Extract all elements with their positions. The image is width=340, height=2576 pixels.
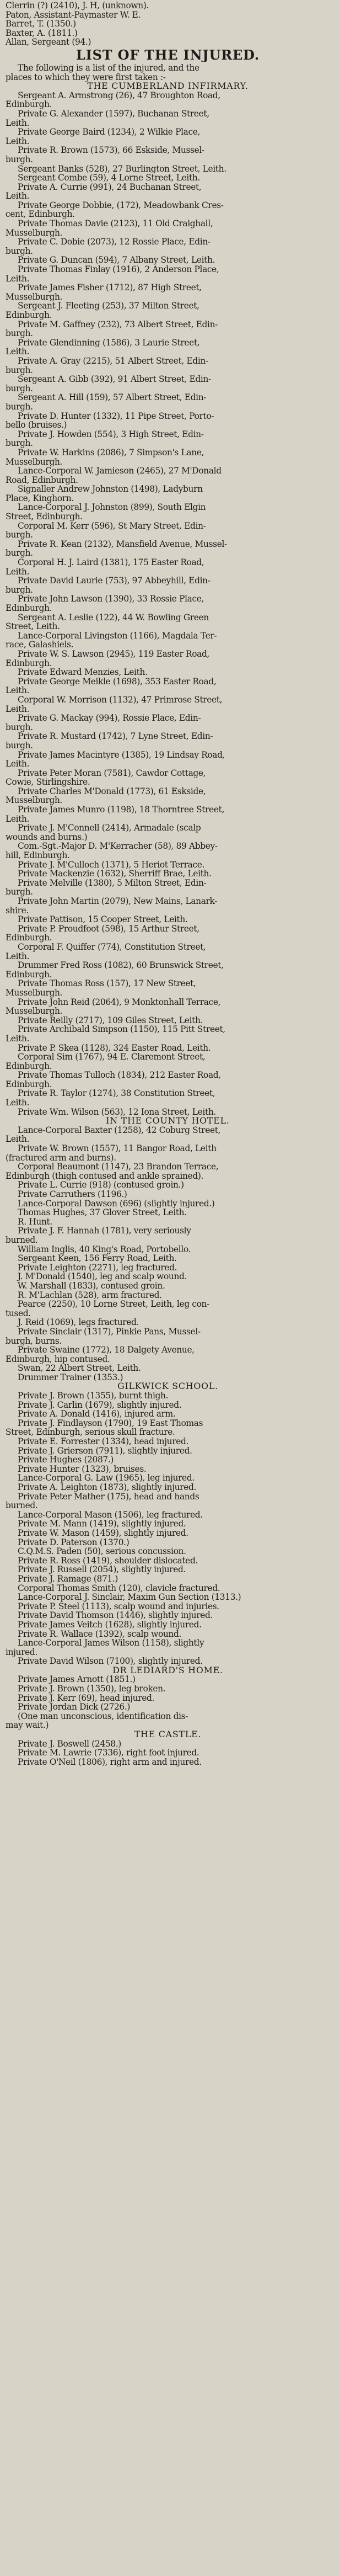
text-line: Private J. F. Hannah (1781), very seriously	[18, 1226, 191, 1236]
text-line: tused.	[6, 1308, 31, 1318]
text-line: injured.	[6, 1647, 37, 1657]
text-line: Private A. Currie (991), 24 Buchanan Street,	[18, 182, 202, 192]
text-line: Private Hughes (2087.)	[18, 1455, 114, 1465]
text-line: Barret, T. (1350.)	[6, 19, 76, 29]
text-line: Sergeant Keen, 156 Ferry Road, Leith.	[18, 1254, 177, 1263]
text-line: bello (bruises.)	[6, 421, 67, 430]
text-line: Signaller Andrew Johnston (1498), Ladyburn	[18, 485, 203, 494]
text-line: Private R. Wallace (1392), scalp wound.	[18, 1629, 182, 1639]
text-line: burgh.	[6, 722, 33, 732]
text-line: Private Glendinning (1586), 3 Laurie Street,	[18, 338, 200, 348]
text-line: Private James Munro (1198), 18 Thorntree Street,	[18, 805, 225, 815]
text-line: race, Galashiels.	[6, 640, 74, 650]
text-line: burgh.	[6, 365, 33, 375]
text-line: Private J. Findlayson (1790), 19 East Thomas	[18, 1418, 203, 1428]
text-line: Private J. Boswell (2458.)	[18, 1739, 121, 1749]
text-line: J. Reid (1069), legs fractured.	[18, 1318, 139, 1327]
text-line: Private D. Paterson (1370.)	[18, 1537, 129, 1547]
text-line: Private C. Dobie (2073), 12 Rossie Place, Edin-	[18, 237, 211, 247]
text-line: Private Wm. Wilson (563), 12 Iona Street, Leith.	[18, 1107, 216, 1117]
text-line: Sergeant J. Fleeting (253), 37 Milton Street,	[18, 301, 199, 311]
text-line: Private Peter Moran (7581), Cawdor Cottage,	[18, 768, 206, 778]
text-line: The following is a list of the injured, and the	[18, 63, 199, 73]
text-line: Corporal Sim (1767), 94 E. Claremont Street,	[18, 1052, 206, 1062]
text-line: Baxter, A. (1811.)	[6, 28, 78, 38]
text-line: Edinburgh.	[6, 100, 52, 109]
text-line: Leith.	[6, 347, 30, 356]
text-line: Private David Laurie (753), 97 Abbeyhill, Edin-	[18, 576, 211, 586]
text-line: Pearce (2250), 10 Lorne Street, Leith, leg con-	[18, 1300, 209, 1309]
text-line: Private J. Ramage (871.)	[18, 1574, 118, 1584]
text-line: Private D. Hunter (1332), 11 Pipe Street, Porto-	[18, 411, 214, 421]
text-line: Private Hunter (1323), bruises.	[18, 1464, 147, 1474]
text-line: Private J. Howden (554), 3 High Street, Edin-	[18, 429, 204, 439]
text-line: Private George Meikle (1698), 353 Easter Road,	[18, 677, 217, 686]
text-line: Corporal Beaumont (1147), 23 Brandon Terrace,	[18, 1162, 219, 1172]
text-line: Com.-Sgt.-Major D. M'Kerracher (58), 89 Abbey-	[18, 842, 218, 851]
section-heading: THE CUMBERLAND INFIRMARY.	[87, 82, 249, 91]
text-line: Musselburgh.	[6, 988, 63, 998]
text-line: Private Carruthers (1196.)	[18, 1190, 127, 1199]
text-line: Private A. Leighton (1873), slightly injured.	[18, 1483, 197, 1492]
text-line: Private J. Kerr (69), head injured.	[18, 1693, 155, 1703]
text-line: burned.	[6, 1235, 38, 1245]
text-line: Sergeant A. Gibb (392), 91 Albert Street, Edin-	[18, 375, 211, 384]
text-line: Private J. Brown (1355), burnt thigh.	[18, 1391, 169, 1401]
text-line: Edinburgh.	[6, 658, 52, 668]
text-line: Lance-Corporal J. Johnston (899), South Elgin	[18, 503, 206, 513]
text-line: Street, Leith.	[6, 622, 60, 631]
text-line: Private R. Taylor (1274), 38 Constitution Street,	[18, 1089, 215, 1099]
text-line: Lance-Corporal W. Jamieson (2465), 27 M'Donald	[18, 466, 222, 476]
text-line: Private J. Brown (1350), leg broken.	[18, 1684, 166, 1694]
text-line: Private James Macintyre (1385), 19 Lindsay Road,	[18, 750, 225, 760]
text-line: (fractured arm and burns).	[6, 1153, 116, 1163]
text-line: Private Melville (1380), 5 Milton Street, Edin-	[18, 878, 207, 888]
text-line: Private P. Proudfoot (598), 15 Arthur Street,	[18, 924, 199, 934]
text-line: Private G. Mackay (994), Rossie Place, Edin-	[18, 714, 201, 723]
text-line: Private Mackenzie (1632), Sherriff Brae, Leith.	[18, 869, 212, 879]
text-line: Corporal M. Kerr (596), St Mary Street, Edin-	[18, 521, 206, 531]
text-line: R. M'Lachlan (528), arm fractured.	[18, 1290, 162, 1300]
text-line: burgh.	[6, 585, 33, 595]
text-line: Private M. Mann (1419), slightly injured.	[18, 1519, 186, 1529]
text-line: Leith.	[6, 1034, 30, 1044]
text-line: C.Q.M.S. Paden (50), serious concussion.	[18, 1547, 186, 1556]
text-line: Edinburgh.	[6, 604, 52, 613]
text-line: Private John Lawson (1390), 33 Rossie Place,	[18, 594, 204, 604]
text-line: Private P. Skea (1128), 324 Easter Road, Leith.	[18, 1043, 211, 1053]
text-line: Street, Edinburgh, serious skull fracture.	[6, 1428, 175, 1438]
text-line: Private David Thomson (1446), slightly injured.	[18, 1611, 213, 1620]
text-line: Drummer Fred Ross (1082), 60 Brunswick Street,	[18, 961, 224, 970]
text-line: Private James Arnott (1851.)	[18, 1675, 136, 1685]
section-heading: DR LEDIARD'S HOME.	[112, 1665, 223, 1675]
text-line: Sergeant Banks (528), 27 Burlington Street, Leith.	[18, 164, 226, 174]
text-line: Private G. Duncan (594), 7 Albany Street, Leith.	[18, 256, 215, 265]
text-line: Private J. Carlin (1679), slightly injured.	[18, 1400, 182, 1410]
text-line: Musselburgh.	[6, 228, 63, 238]
text-line: Private E. Forrester (1334), head injured.	[18, 1437, 189, 1446]
text-line: Private Archibald Simpson (1150), 115 Pitt Street,	[18, 1025, 225, 1034]
text-line: Musselburgh.	[6, 1007, 63, 1016]
text-line: W. Marshall (1833), contused groin.	[18, 1281, 165, 1291]
text-line: Leith.	[6, 951, 30, 961]
text-line: Lance-Corporal J. Sinclair, Maxim Gun Section (1313.)	[18, 1593, 241, 1602]
text-line: Private P. Steel (1113), scalp wound and injuries.	[18, 1601, 219, 1611]
text-line: Private M. Gaffney (232), 73 Albert Street, Edin-	[18, 320, 218, 329]
text-line: Corporal F. Quiffer (774), Constitution Street,	[18, 942, 206, 952]
text-line: Private R. Mustard (1742), 7 Lyne Street, Edin-	[18, 732, 213, 741]
text-line: R. Hunt.	[18, 1217, 52, 1227]
text-line: Private G. Alexander (1597), Buchanan Street,	[18, 109, 209, 119]
text-line: Leith.	[6, 191, 30, 201]
text-line: Private Peter Mather (175), head and hands	[18, 1492, 199, 1502]
text-line: Swan, 22 Albert Street, Leith.	[18, 1364, 141, 1373]
text-line: Edinburgh.	[6, 1079, 52, 1089]
text-line: Edinburgh.	[6, 933, 52, 943]
text-line: Edinburgh.	[6, 311, 52, 320]
text-line: Private O'Neil (1806), right arm and injured.	[18, 1757, 202, 1767]
text-line: burgh.	[6, 155, 33, 164]
text-line: J. M'Donald (1540), leg and scalp wound.	[18, 1272, 187, 1281]
text-line: Private A. Gray (2215), 51 Albert Street, Edin-	[18, 356, 208, 366]
text-line: Private J. Grierson (7911), slightly injured.	[18, 1446, 192, 1456]
text-line: Private Thomas Davie (2123), 11 Old Craighall,	[18, 219, 213, 228]
text-line: burgh.	[6, 246, 33, 256]
text-line: Private W. Brown (1557), 11 Bangor Road, Leith	[18, 1144, 217, 1153]
text-line: Place, Kinghorn.	[6, 493, 74, 503]
text-line: wounds and burns.)	[6, 832, 88, 842]
text-line: Allan, Sergeant (94.)	[6, 38, 91, 47]
text-line: Private Sinclair (1317), Pinkie Pans, Mussel-	[18, 1327, 201, 1337]
text-line: Private Thomas Finlay (1916), 2 Anderson Place,	[18, 265, 219, 274]
text-line: Leith.	[6, 136, 30, 146]
text-line: Private James Fisher (1712), 87 High Street,	[18, 283, 202, 292]
text-line: Sergeant A. Armstrong (26), 47 Broughton Road,	[18, 91, 220, 100]
text-line: Private M. Lawrie (7336), right foot injured.	[18, 1748, 199, 1758]
text-line: Private J. Russell (2054), slightly injured.	[18, 1565, 186, 1574]
text-line: Private R. Kean (2132), Mansfield Avenue, Mussel-	[18, 539, 227, 549]
text-line: Private J. M'Culloch (1371), 5 Heriot Terrace.	[18, 860, 205, 870]
text-line: Private Reilly (2717), 109 Giles Street, Leith.	[18, 1015, 203, 1025]
text-line: Leith.	[6, 118, 30, 128]
text-line: burgh.	[6, 439, 33, 448]
text-line: Private David Wilson (7100), slightly injured.	[18, 1657, 203, 1666]
text-line: Private W. Harkins (2086), 7 Simpson's Lane,	[18, 448, 204, 457]
text-line: places to which they were first taken :-	[6, 72, 166, 82]
text-line: Private Jordan Dick (2726.)	[18, 1702, 131, 1712]
text-line: hill, Edinburgh.	[6, 851, 70, 860]
text-line: Lance-Corporal Baxter (1258), 42 Coburg Street,	[18, 1125, 221, 1135]
section-heading: IN THE COUNTY HOTEL.	[106, 1116, 230, 1126]
text-line: Private Thomas Ross (157), 17 New Street,	[18, 979, 196, 988]
text-line: burgh.	[6, 741, 33, 751]
text-line: burgh.	[6, 549, 33, 558]
text-line: Private Charles M'Donald (1773), 61 Eskside,	[18, 786, 206, 796]
text-line: burgh.	[6, 329, 33, 338]
list-title: LIST OF THE INJURED.	[75, 48, 260, 62]
text-line: Edinburgh.	[6, 1061, 52, 1071]
text-line: burgh.	[6, 402, 33, 412]
section-heading: THE CASTLE.	[134, 1730, 202, 1739]
text-line: Private W. Mason (1459), slightly injured.	[18, 1528, 188, 1538]
text-line: burgh.	[6, 384, 33, 393]
text-line: burned.	[6, 1501, 38, 1510]
text-line: Leith.	[6, 704, 30, 714]
text-line: Private R. Ross (1419), shoulder dislocated.	[18, 1556, 198, 1566]
text-line: Musselburgh.	[6, 457, 63, 467]
text-line: Sergeant A. Hill (159), 57 Albert Street, Edin-	[18, 393, 207, 402]
text-line: Lance-Corporal Dawson (696) (slightly injured.)	[18, 1199, 215, 1209]
text-line: burgh.	[6, 530, 33, 540]
text-line: Private W. S. Lawson (2945), 119 Easter Road,	[18, 649, 210, 659]
text-line: Paton, Assistant-Paymaster W. E.	[6, 10, 141, 20]
text-line: Lance-Corporal James Wilson (1158), slightly	[18, 1638, 204, 1648]
text-line: Private J. M'Connell (2414), Armadale (scalp	[18, 823, 201, 833]
section-heading: GILKWICK SCHOOL.	[117, 1382, 218, 1392]
text-line: burgh.	[6, 887, 33, 897]
text-line: Clerrin (?) (2410), J. H, (unknown).	[6, 1, 149, 10]
text-line: Private Swaine (1772), 18 Dalgety Avenue,	[18, 1345, 195, 1355]
text-line: Cowie, Stirlingshire.	[6, 778, 90, 787]
text-line: Lance-Corporal G. Law (1965), leg injured.	[18, 1473, 195, 1483]
text-line: Corporal H. J. Laird (1381), 175 Easter Road,	[18, 558, 204, 567]
text-line: Private R. Brown (1573), 66 Eskside, Mussel-	[18, 146, 204, 155]
text-line: Corporal W. Morrison (1132), 47 Primrose Street,	[18, 695, 223, 705]
text-line: Private Edward Menzies, Leith.	[18, 668, 148, 677]
text-line: Private John Martin (2079), New Mains, Lanark-	[18, 897, 218, 906]
text-line: Sergeant Combe (59), 4 Lorne Street, Leith.	[18, 173, 200, 183]
text-line: Edinburgh (thigh contused and ankle sprained).	[6, 1171, 204, 1181]
text-line: burgh, burns.	[6, 1336, 62, 1346]
text-line: Leith.	[6, 274, 30, 284]
text-line: Leith.	[6, 567, 30, 577]
text-line: Lance-Corporal Mason (1506), leg fractured.	[18, 1510, 203, 1520]
text-line: shire.	[6, 906, 29, 916]
text-line: Private George Dobbie, (172), Meadowbank Cres-	[18, 200, 224, 210]
text-line: Street, Edinburgh.	[6, 512, 83, 521]
text-line: Musselburgh.	[6, 292, 63, 302]
text-line: Drummer Trainer (1353.)	[18, 1372, 123, 1382]
text-line: Thomas Hughes, 37 Glover Street, Leith.	[18, 1208, 187, 1217]
text-line: Edinburgh.	[6, 970, 52, 980]
text-line: Lance-Corporal Livingston (1166), Magdala Ter-	[18, 631, 217, 641]
text-line: may wait.)	[6, 1721, 49, 1731]
text-line: Leith.	[6, 1098, 30, 1108]
text-line: cent, Edinburgh.	[6, 210, 75, 220]
text-line: William Inglis, 40 King's Road, Portobello.	[18, 1244, 191, 1254]
text-line: Corporal Thomas Smith (120), clavicle fractured.	[18, 1583, 220, 1593]
text-line: Private Pattison, 15 Cooper Street, Leith.	[18, 915, 188, 924]
text-line: Road, Edinburgh.	[6, 475, 78, 485]
text-line: Sergeant A. Leslie (122), 44 W. Bowling Green	[18, 613, 209, 622]
text-line: Private Leighton (2271), leg fractured.	[18, 1263, 177, 1273]
text-line: Private Thomas Tulloch (1834), 212 Easter Road,	[18, 1071, 221, 1080]
text-line: Leith.	[6, 759, 30, 769]
text-line: Leith.	[6, 814, 30, 824]
text-line: Private A. Donald (1416), injured arm.	[18, 1409, 176, 1419]
text-line: Private George Baird (1234), 2 Wilkie Place,	[18, 127, 201, 137]
text-line: Leith.	[6, 1135, 30, 1145]
text-line: Leith.	[6, 686, 30, 695]
text-line: Edinburgh, hip contused.	[6, 1354, 110, 1364]
text-line: Private James Veitch (1628), slightly injured.	[18, 1620, 202, 1630]
text-line: Private John Reid (2064), 9 Monktonhall Terrace,	[18, 997, 221, 1007]
text-line: Private L. Currie (918) (contused groin.)	[18, 1180, 184, 1190]
text-line: Musselburgh.	[6, 796, 63, 806]
text-line: (One man unconscious, identification dis-	[18, 1711, 188, 1721]
